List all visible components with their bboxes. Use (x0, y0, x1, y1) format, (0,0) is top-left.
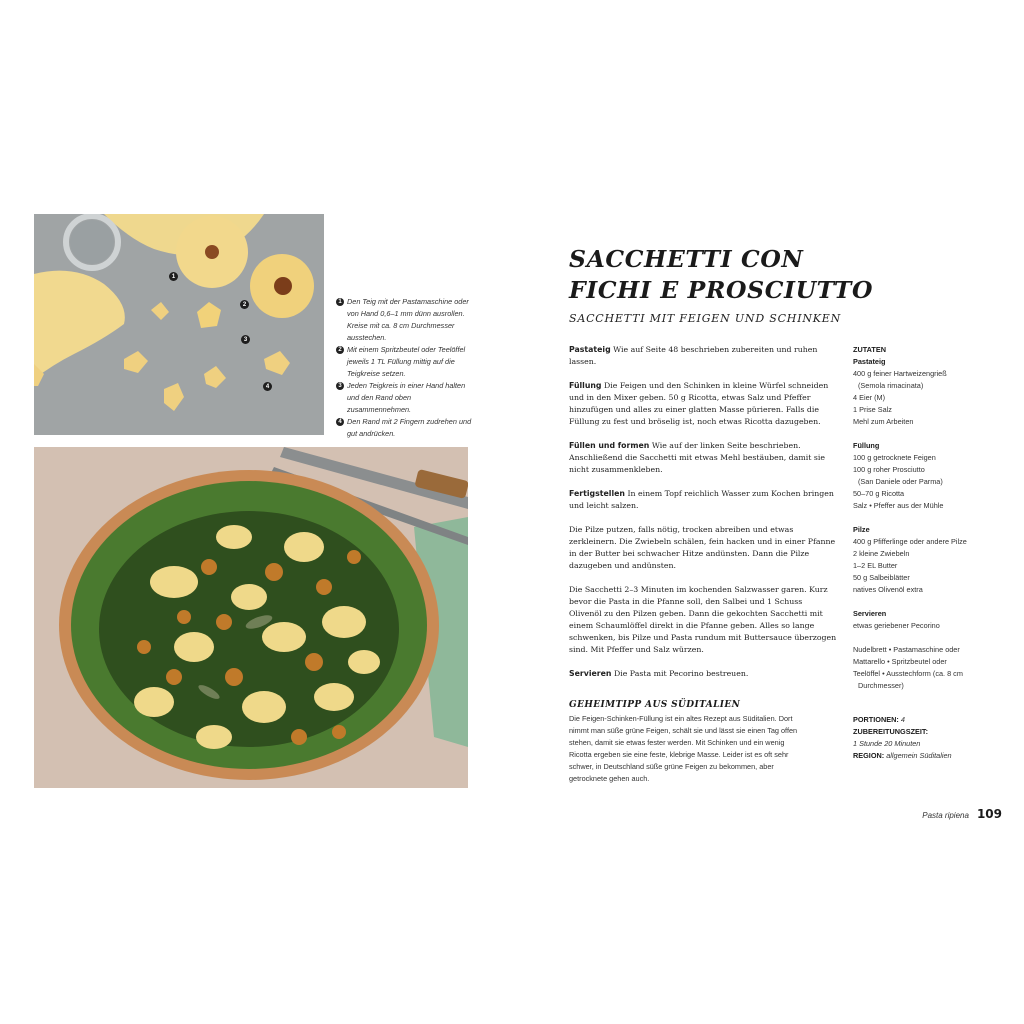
equipment-item: Nudelbrett • Pastamaschine oder (853, 645, 960, 654)
recipe-meta (853, 714, 993, 762)
method-label: Pastateig (569, 345, 611, 354)
method-text: Die Sacchetti 2–3 Minuten im kochenden Salzwasser garen. Kurz bevor die Pasta in die Pfanne soll, den Salbei und 1 Schuss Olivenöl zu den Pilzen geben. Dann die gekochten Sacchetti mit einem Schaumlöffel direkt in die Pfanne geben. Alles so lange schwenken, bis Pilze und Pasta rundum mit Buttersauce überzogen sind. Mit Pfeffer und Salz würzen. (569, 585, 837, 654)
method-text: In einem Topf reichlich Wasser zum Kochen bringen und leicht salzen. (569, 489, 834, 510)
ingredient-group-title: Pastateig (853, 357, 886, 366)
portions-value: 4 (900, 715, 905, 724)
step-number: 3 (336, 382, 344, 390)
method-paragraph (569, 668, 837, 680)
method-text: Wie auf Seite 48 beschrieben zubereiten und ruhen lassen. (569, 345, 818, 366)
photo-forming-steps (34, 214, 324, 435)
step-1 (336, 296, 476, 344)
step-marker-1: 1 (169, 272, 178, 281)
ingredient-group-pilze (853, 524, 983, 596)
method-text: Wie auf der linken Seite beschrieben. Anschließend die Sacchetti mit etwas Mehl bestäuben, damit sie nicht zusammenkleben. (569, 441, 826, 474)
step-4 (336, 416, 476, 440)
photo-finished-dish (34, 447, 468, 788)
tip-title: GEHEIMTIPP AUS SÜDITALIEN (569, 700, 741, 710)
recipe-title-line-1: SACCHETTI CON (569, 245, 804, 273)
region-row (853, 750, 993, 762)
equipment-item: Mattarello • Spritzbeutel oder (853, 657, 947, 666)
step-2 (336, 344, 476, 380)
time-value: 1 Stunde 20 Minuten (853, 739, 921, 748)
region-label: REGION: (853, 751, 885, 760)
ingredient-group-equipment (853, 644, 983, 692)
step-marker-2: 2 (240, 300, 249, 309)
step-3 (336, 380, 476, 416)
ingredient-group-title: Servieren (853, 609, 887, 618)
method-text: Die Pasta mit Pecorino bestreuen. (613, 669, 749, 678)
recipe-method (569, 344, 837, 692)
ingredient-item: Mehl zum Arbeiten (853, 417, 914, 426)
ingredient-group-title: Pilze (853, 525, 870, 534)
portions-row (853, 714, 993, 726)
step-number: 2 (336, 346, 344, 354)
step-marker-4: 4 (263, 382, 272, 391)
ingredient-group-pastateig (853, 356, 983, 428)
ingredients-heading: ZUTATEN (853, 345, 886, 354)
ingredient-item: 4 Eier (M) (853, 393, 886, 402)
ingredient-item: 1 Prise Salz (853, 405, 892, 414)
step-number: 4 (336, 418, 344, 426)
ingredient-item: Salz • Pfeffer aus der Mühle (853, 501, 944, 510)
ingredient-item: 400 g Pfifferlinge oder andere Pilze (853, 537, 967, 546)
page-number: 109 (976, 807, 1002, 821)
step-marker-3: 3 (241, 335, 250, 344)
page-footer (922, 807, 1002, 821)
ingredient-item: 2 kleine Zwiebeln (853, 549, 910, 558)
ingredient-item: etwas geriebener Pecorino (853, 621, 940, 630)
ingredient-group-fuellung (853, 440, 983, 512)
ingredient-item: 50–70 g Ricotta (853, 489, 905, 498)
region-value: allgemein Süditalien (886, 751, 952, 760)
ingredient-item: 100 g getrocknete Feigen (853, 453, 936, 462)
time-row (853, 726, 993, 738)
method-text: Die Pilze putzen, falls nötig, trocken abreiben und etwas zerkleinern. Die Zwiebeln schälen, fein hacken und in einer Pfanne in der Butter bei schwacher Hitze andünsten. Dann die Pilze dazugeben und andünsten. (569, 525, 836, 570)
ingredient-group-title: Füllung (853, 441, 880, 450)
equipment-item: Teelöffel • Ausstechform (ca. 8 cm (853, 669, 963, 678)
ingredients-list (853, 344, 983, 704)
ingredient-group-servieren (853, 608, 983, 632)
ingredient-item: 400 g feiner Hartweizengrieß (853, 369, 947, 378)
step-number: 1 (336, 298, 344, 306)
method-paragraph (569, 440, 837, 476)
step-text: Den Teig mit der Pastamaschine oder von Hand 0,6–1 mm dünn ausrollen. Kreise mit ca. 8 cm Durchmesser ausstechen. (347, 297, 469, 342)
finished-dish-illustration (34, 447, 468, 788)
tip-text: Die Feigen-Schinken-Füllung ist ein altes Rezept aus Süditalien. Dort nimmt man süße grüne Feigen, schält sie und lässt sie einen Tag offen stehen, damit sie etwas fester werden. Mit Schinken und ein wenig Ricotta ergeben sie eine feste, klebrige Masse. Leider ist es oft sehr schwer, in Deutschland süße grüne Feigen zu bekommen, aber getrocknete gehen auch. (569, 714, 798, 783)
portions-label: PORTIONEN: (853, 715, 899, 724)
recipe-subtitle: SACCHETTI MIT FEIGEN UND SCHINKEN (569, 312, 842, 325)
time-value-row (853, 738, 993, 750)
ingredient-item: natives Olivenöl extra (853, 585, 923, 594)
time-label: ZUBEREITUNGSZEIT: (853, 727, 928, 736)
method-text: Die Feigen und den Schinken in kleine Würfel schneiden und in den Mixer geben. 50 g Ricotta, etwas Salz und Pfeffer hinzufügen und alles zu einer glatten Masse pürieren. Falls die Füllung zu fest und bröselig ist, noch etwas Ricotta dazugeben. (569, 381, 829, 426)
method-label: Füllen und formen (569, 441, 650, 450)
forming-steps-illustration (34, 214, 324, 435)
method-label: Servieren (569, 669, 612, 678)
step-text: Den Rand mit 2 Fingern zudrehen und gut andrücken. (347, 417, 472, 438)
recipe-title (569, 244, 1009, 306)
equipment-item: Durchmesser) (858, 681, 904, 690)
method-paragraph (569, 524, 837, 572)
section-name: Pasta ripiena (922, 811, 969, 820)
ingredient-item: 1–2 EL Butter (853, 561, 898, 570)
ingredient-item: (Semola rimacinata) (858, 381, 924, 390)
recipe-title-line-2: FICHI E PROSCIUTTO (569, 276, 874, 304)
method-label: Füllung (569, 381, 602, 390)
method-paragraph (569, 380, 837, 428)
method-label: Fertigstellen (569, 489, 625, 498)
method-paragraph (569, 344, 837, 368)
ingredient-item: (San Daniele oder Parma) (858, 477, 943, 486)
ingredient-item: 100 g roher Prosciutto (853, 465, 925, 474)
step-text: Jeden Teigkreis in einer Hand halten und den Rand oben zusammennehmen. (347, 381, 466, 414)
ingredient-item: 50 g Salbeiblätter (853, 573, 910, 582)
step-captions (336, 296, 476, 440)
method-paragraph (569, 584, 837, 656)
method-paragraph (569, 488, 837, 512)
step-text: Mit einem Spritzbeutel oder Teelöffel jeweils 1 TL Füllung mittig auf die Teigkreise setzen. (347, 345, 466, 378)
